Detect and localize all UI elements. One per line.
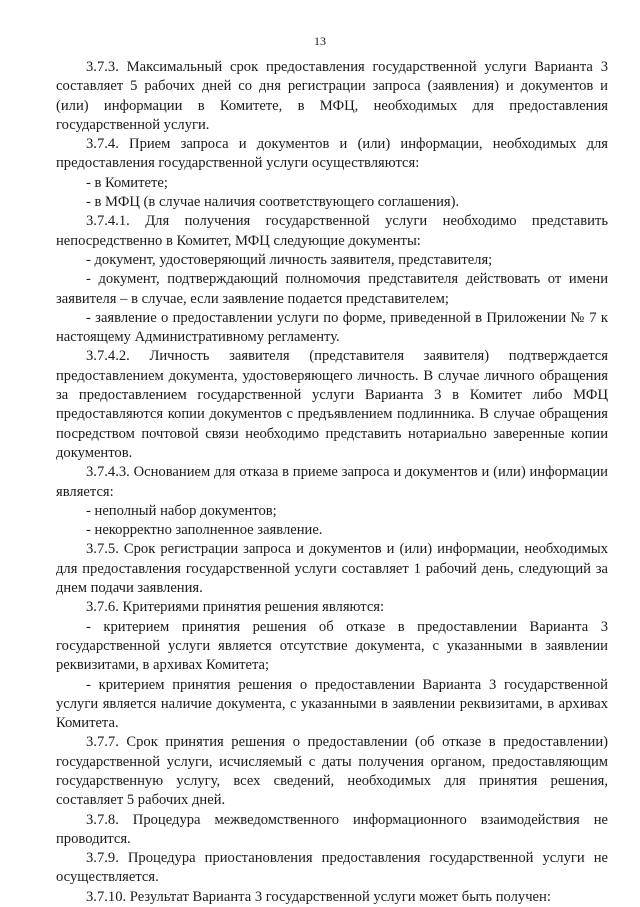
list-item-refusal-criterion: - критерием принятия решения об отказе в предоставлении Варианта 3 государственной услуги является отсутствие документа, с указанными в заявлении реквизитами, в архивах Комитета;: [56, 618, 608, 674]
list-item-authority-document: - документ, подтверждающий полномочия представителя действовать от имени заявителя – в случае, если заявление подается представителем;: [56, 271, 608, 307]
paragraph-3-7-7: 3.7.7. Срок принятия решения о предоставлении (об отказе в предоставлении) государственной услуги, исчисляемый с даты получения органом, предоставляющим государственную услугу, всех сведений, необходимых для принятия решения, составляет 5 рабочих дней.: [56, 734, 608, 809]
paragraph-3-7-5: 3.7.5. Срок регистрации запроса и документов и (или) информации, необходимых для предоставления государственной услуги составляет 1 рабочий день, следующий за днем подачи заявления.: [56, 541, 608, 597]
list-item-grant-criterion: - критерием принятия решения о предоставлении Варианта 3 государственной услуги является наличие документа, с указанными в заявлении реквизитами, в архивах Комитета.: [56, 676, 608, 732]
list-item-identity-document: - документ, удостоверяющий личность заявителя, представителя;: [86, 251, 493, 268]
paragraph-3-7-3: 3.7.3. Максимальный срок предоставления государственной услуги Варианта 3 составляет 5 рабочих дней со дня регистрации запроса (заявления) и документов и (или) информации в Комитете, в МФЦ, необходимых для предоставления государственной услуги.: [56, 59, 608, 133]
list-item-incorrect-application: - некорректно заполненное заявление.: [86, 522, 323, 539]
paragraph-3-7-6: 3.7.6. Критериями принятия решения являются:: [86, 599, 385, 616]
paragraph-3-7-8: 3.7.8. Процедура межведомственного информационного взаимодействия не проводится.: [56, 811, 608, 847]
document-body: [56, 58, 608, 907]
paragraph-3-7-4-1: 3.7.4.1. Для получения государственной услуги необходимо представить непосредственно в Комитет, МФЦ следующие документы:: [56, 213, 608, 249]
paragraph-3-7-10: 3.7.10. Результат Варианта 3 государственной услуги может быть получен:: [86, 888, 551, 905]
page-number: 13: [314, 34, 326, 48]
paragraph-3-7-4-2: 3.7.4.2. Личность заявителя (представителя заявителя) подтверждается предоставлением документа, удостоверяющего личность. В случае личного обращения за предоставлением государственной услуги Варианта 3 в Комитет либо МФЦ предоставляются копии документов с предъявлением подлинника. В случае обращения посредством почтовой связи необходимо представить нотариально заверенные копии документов.: [56, 348, 608, 461]
list-item-incomplete-set: - неполный набор документов;: [86, 502, 277, 519]
list-item-mfc: - в МФЦ (в случае наличия соответствующего соглашения).: [86, 194, 460, 211]
list-item-application-form: - заявление о предоставлении услуги по форме, приведенной в Приложении № 7 к настоящему Административному регламенту.: [56, 309, 608, 346]
paragraph-3-7-4-3: 3.7.4.3. Основанием для отказа в приеме запроса и документов и (или) информации является:: [56, 464, 608, 500]
list-item-committee: - в Комитете;: [86, 174, 168, 191]
paragraph-3-7-9: 3.7.9. Процедура приостановления предоставления государственной услуги не осуществляется.: [56, 850, 608, 886]
paragraph-3-7-4: 3.7.4. Прием запроса и документов и (или) информации, необходимых для предоставления государственной услуги осуществляются:: [56, 136, 608, 172]
